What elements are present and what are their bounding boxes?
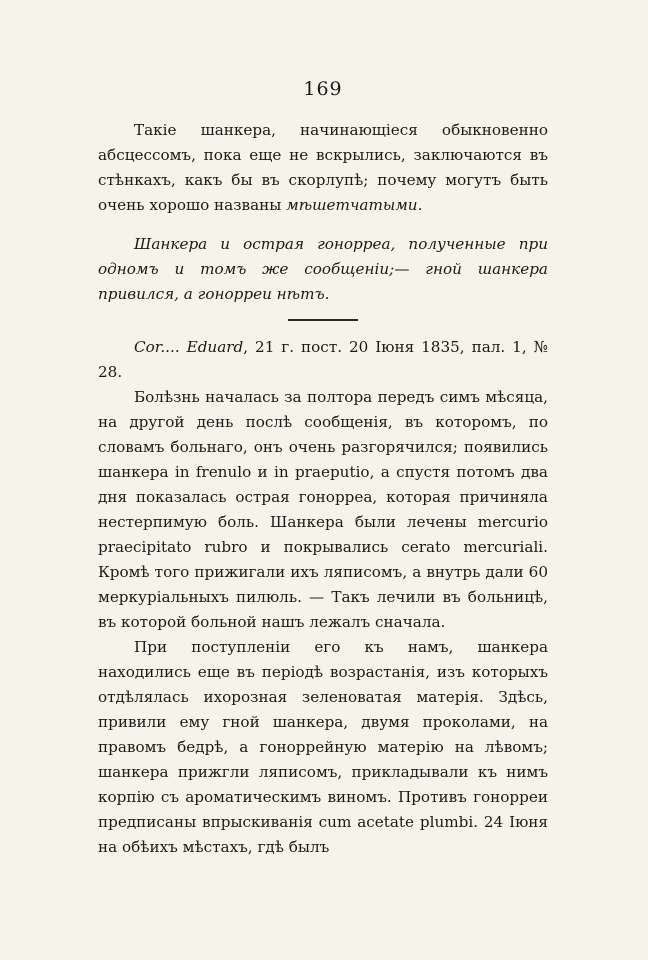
paragraph-text: Такіе шанкера, начинающіеся обыкновенно абсцессомъ, пока еще не вскрылись, заключаются въ стѣнкахъ, какъ бы въ скорлупѣ; почему могутъ быть очень хорошо названы xyxy=(98,121,548,214)
paragraph-case-history: Болѣзнь началась за полтора передъ симъ мѣсяца, на другой день послѣ сообщенія, въ которомъ, по словамъ больнаго, онъ очень разгорячился; появились шанкера in frenulo и in praeputio, а спустя потомъ два дня показалась острая гонорреа, которая причиняла нестерпимую боль. Шанкера были лечены mercurio praecipitato rubro и покрывались cerato mercuriali. Кромѣ того прижигали ихъ ляписомъ, а внутрь дали 60 меркуріальныхъ пилюль. — Такъ лечили въ больницѣ, въ которой больной нашъ лежалъ сначала. xyxy=(98,388,548,631)
section-divider xyxy=(288,319,358,321)
case-header xyxy=(98,335,548,385)
emphasized-term: мѣшетчатыми. xyxy=(286,196,423,214)
paragraph-treatment: При поступленіи его къ намъ, шанкера находились еще въ періодѣ возрастанія, изъ которыхъ отдѣлялась ихорозная зеленоватая матерія. Здѣсь, привили ему гной шанкера, двумя проколами, на правомъ бедрѣ, а гоноррейную матерію на лѣвомъ; шанкера прижгли ляписомъ, прикладывали къ нимъ корпію съ ароматическимъ виномъ. Противъ гонорреи предписаны впрыскиванія cum acetate plumbi. 24 Іюня на обѣихъ мѣстахъ, гдѣ былъ xyxy=(98,638,548,856)
case-details: , 21 г. пост. 20 Іюня 1835, пал. 1, № 28. xyxy=(98,338,548,381)
paragraph-chancre-description xyxy=(98,118,548,218)
page-number: 169 xyxy=(303,78,343,100)
section-heading-italic: Шанкера и острая гонорреа, полученные при одномъ и томъ же сообщеніи;— гной шанкера привился, а гонорреи нѣтъ. xyxy=(98,235,548,303)
patient-name: Cor.... Eduard xyxy=(134,338,244,356)
